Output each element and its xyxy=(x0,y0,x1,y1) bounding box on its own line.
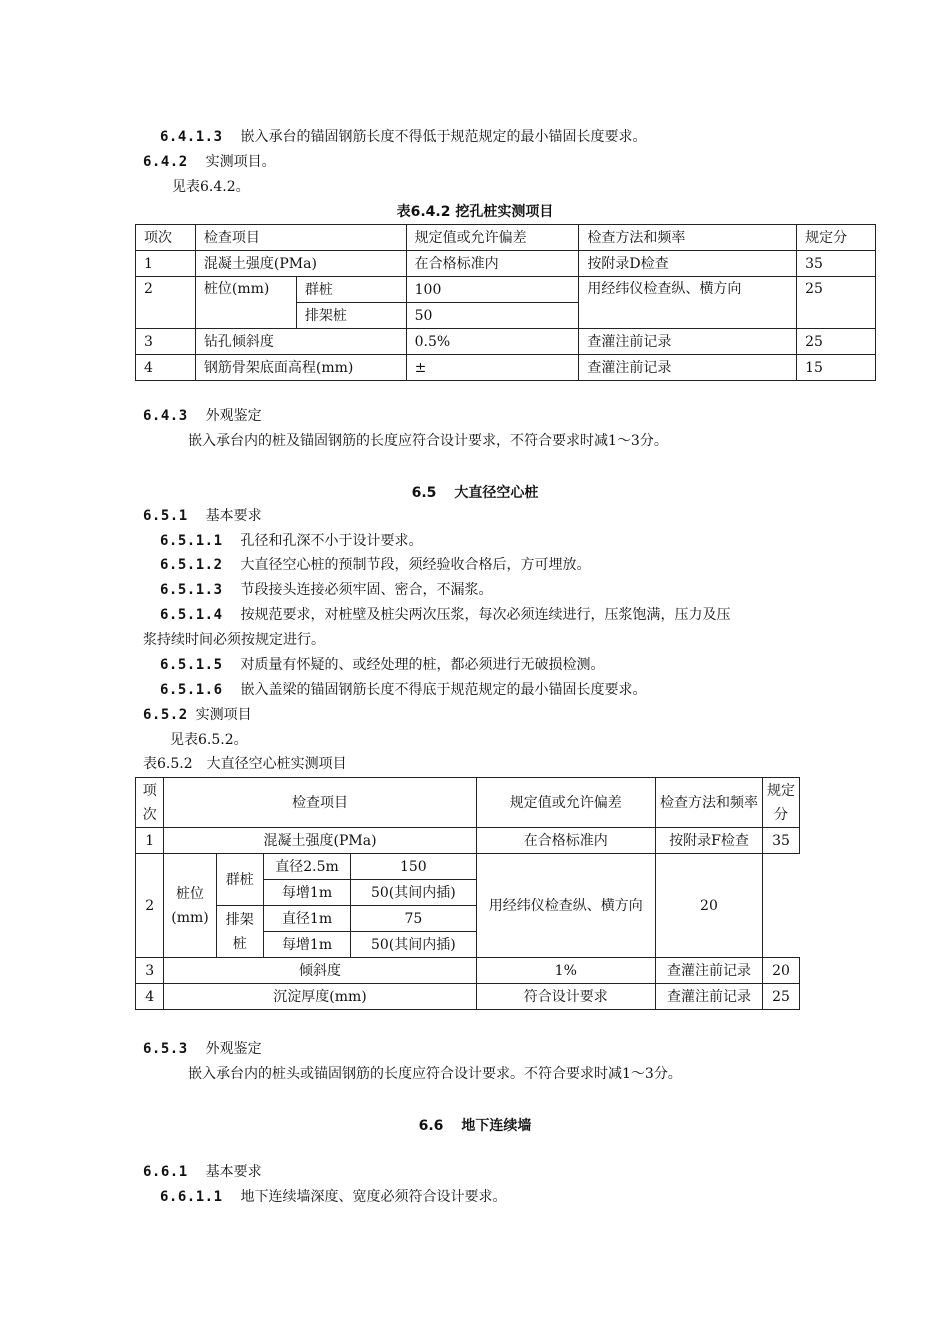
table-cell: 查灌注前记录 xyxy=(579,329,797,355)
table-row xyxy=(136,251,876,277)
table-cell: 在合格标准内 xyxy=(406,251,579,277)
table-cell: 4 xyxy=(136,984,164,1010)
table-cell: 每增1m xyxy=(263,880,350,906)
clause-text: 孔径和孔深不小于设计要求。 xyxy=(240,533,423,549)
clause-6-6-1 xyxy=(143,1163,262,1181)
table-cell: 150 xyxy=(351,854,477,880)
clause-6-5-1-4-continued: 浆持续时间必须按规定进行。 xyxy=(143,632,325,648)
clause-number: 6.6.1 xyxy=(143,1164,188,1180)
table-cell: 25 xyxy=(763,984,800,1010)
clause-number: 6.4.3 xyxy=(143,408,188,424)
cell-text: 桩位 xyxy=(176,885,205,902)
table-cell: 25 xyxy=(797,277,876,329)
clause-text: 实测项目。 xyxy=(205,154,276,170)
clause-6-4-3 xyxy=(143,407,262,425)
clause-6-5-1-5 xyxy=(160,656,605,674)
table-cell: 25 xyxy=(797,329,876,355)
clause-6-5-1-6 xyxy=(160,681,647,699)
table-cell: 直径2.5m xyxy=(263,854,350,880)
header-text: 分 xyxy=(774,806,788,823)
clause-text: 地下连续墙深度、宽度必须符合设计要求。 xyxy=(240,1189,507,1205)
table-cell: 查灌注前记录 xyxy=(655,984,762,1010)
table-cell-row-pile xyxy=(216,906,263,958)
table-cell: 用经纬仪检查纵、横方向 xyxy=(476,854,655,958)
clause-number: 6.4.1.3 xyxy=(160,129,223,145)
clause-text: 对质量有怀疑的、或经处理的桩，都必须进行无破损检测。 xyxy=(240,657,605,673)
table-cell: 直径1m xyxy=(263,906,350,932)
table-cell: 2 xyxy=(136,277,196,329)
table-row xyxy=(136,329,876,355)
clause-6-5-1-1 xyxy=(160,532,423,550)
table-cell: 1 xyxy=(136,828,164,854)
clause-6-5-3 xyxy=(143,1040,262,1058)
table-cell: 20 xyxy=(655,854,762,958)
header-text: 项 xyxy=(142,782,157,799)
header-cell: 检查项目 xyxy=(195,225,406,251)
clause-text: 大直径空心桩的预制节段，须经验收合格后，方可埋放。 xyxy=(240,557,591,573)
table-header-row xyxy=(136,778,800,828)
table-cell: 沉淀厚度(mm) xyxy=(164,984,476,1010)
header-cell-score xyxy=(763,778,800,828)
clause-number: 6.5.1.1 xyxy=(160,533,223,549)
table-cell: 3 xyxy=(136,958,164,984)
table-row xyxy=(136,355,876,381)
header-cell: 检查项目 xyxy=(164,778,476,828)
cell-text: 排架 xyxy=(225,911,254,928)
clause-text: 嵌入盖梁的锚固钢筋长度不得底于规范规定的最小锚固长度要求。 xyxy=(240,682,647,698)
clause-number: 6.5.1.5 xyxy=(160,657,223,673)
clause-number: 6.5.1 xyxy=(143,508,188,524)
clause-6-6-1-1 xyxy=(160,1188,507,1206)
clause-number: 6.6.1.1 xyxy=(160,1189,223,1205)
table-cell: 用经纬仪检查纵、横方向 xyxy=(579,277,797,329)
clause-number: 6.5.1.4 xyxy=(160,607,223,623)
table-cell: 群桩 xyxy=(296,277,406,303)
table-cell: 50(其间内插) xyxy=(351,932,477,958)
paragraph-6-4-3: 嵌入承台内的桩及锚固钢筋的长度应符合设计要求，不符合要求时减1～3分。 xyxy=(188,433,668,449)
table-cell: 15 xyxy=(797,355,876,381)
table-cell: 0.5% xyxy=(406,329,579,355)
table-cell: 排架桩 xyxy=(296,303,406,329)
table-cell: 混凝土强度(PMa) xyxy=(164,828,476,854)
table-cell: 钢筋骨架底面高程(mm) xyxy=(195,355,406,381)
clause-text: 基本要求 xyxy=(205,508,262,524)
table-6-5-2-title: 表6.5.2 大直径空心桩实测项目 xyxy=(143,756,347,772)
clause-number: 6.5.3 xyxy=(143,1041,188,1057)
table-cell: 20 xyxy=(763,958,800,984)
header-text: 次 xyxy=(142,806,157,823)
clause-6-5-1-4 xyxy=(160,606,731,624)
heading-number: 6.5 xyxy=(411,485,437,501)
table-cell: 50 xyxy=(406,303,579,329)
section-heading-6-6 xyxy=(0,1115,950,1135)
table-row xyxy=(136,277,876,303)
table-cell: 35 xyxy=(797,251,876,277)
clause-6-5-1 xyxy=(143,507,262,525)
table-cell: 查灌注前记录 xyxy=(655,958,762,984)
see-table-6-5-2: 见表6.5.2。 xyxy=(170,732,248,748)
table-cell-position xyxy=(164,854,216,958)
table-6-4-2-title: 表6.4.2 挖孔桩实测项目 xyxy=(396,204,554,220)
clause-text: 实测项目 xyxy=(195,707,252,723)
clause-text: 嵌入承台的锚固钢筋长度不得低于规范规定的最小锚固长度要求。 xyxy=(240,129,647,145)
table-cell: 100 xyxy=(406,277,579,303)
table-cell: 2 xyxy=(136,854,164,958)
header-cell: 检查方法和频率 xyxy=(579,225,797,251)
table-cell: 群桩 xyxy=(216,854,263,906)
table-row xyxy=(136,984,800,1010)
cell-text: 桩 xyxy=(232,935,247,952)
table-cell: 查灌注前记录 xyxy=(579,355,797,381)
clause-text: 按规范要求，对桩壁及桩尖两次压浆，每次必须连续进行，压浆饱满，压力及压 xyxy=(240,607,731,623)
table-cell: 3 xyxy=(136,329,196,355)
heading-number: 6.6 xyxy=(418,1118,444,1134)
table-row xyxy=(136,854,800,880)
table-cell: 每增1m xyxy=(263,932,350,958)
clause-number: 6.5.1.2 xyxy=(160,557,223,573)
table-6-4-2 xyxy=(135,224,876,381)
table-cell: 4 xyxy=(136,355,196,381)
table-cell: 按附录F检查 xyxy=(655,828,762,854)
header-text: 规定 xyxy=(767,782,795,799)
table-cell: 倾斜度 xyxy=(164,958,476,984)
clause-6-4-2 xyxy=(143,153,276,171)
clause-number: 6.5.1.6 xyxy=(160,682,223,698)
header-cell: 规定分 xyxy=(797,225,876,251)
paragraph-6-5-3: 嵌入承台内的桩头或锚固钢筋的长度应符合设计要求。不符合要求时减1～3分。 xyxy=(188,1066,682,1082)
table-row xyxy=(136,958,800,984)
clause-text: 外观鉴定 xyxy=(205,408,262,424)
clause-6-4-1-3 xyxy=(160,128,647,146)
header-cell-no xyxy=(136,778,164,828)
clause-number: 6.5.1.3 xyxy=(160,582,223,598)
table-cell: 桩位(mm) xyxy=(195,277,296,329)
table-cell: 1% xyxy=(476,958,655,984)
heading-text: 大直径空心桩 xyxy=(454,485,539,501)
table-header-row xyxy=(136,225,876,251)
see-table-6-4-2: 见表6.4.2。 xyxy=(172,179,250,195)
table-cell: 75 xyxy=(351,906,477,932)
cell-text: (mm) xyxy=(171,909,209,926)
header-cell: 项次 xyxy=(136,225,196,251)
clause-text: 节段接头连接必须牢固、密合，不漏浆。 xyxy=(240,582,493,598)
clause-text: 基本要求 xyxy=(205,1164,262,1180)
table-row xyxy=(136,828,800,854)
table-cell: 按附录D检查 xyxy=(579,251,797,277)
table-6-5-2 xyxy=(135,777,800,1010)
table-cell: 35 xyxy=(763,828,800,854)
header-cell: 检查方法和频率 xyxy=(655,778,762,828)
table-cell: 50(其间内插) xyxy=(351,880,477,906)
clause-number: 6.5.2 xyxy=(143,707,188,723)
clause-text: 外观鉴定 xyxy=(205,1041,262,1057)
clause-6-5-1-2 xyxy=(160,556,591,574)
heading-text: 地下连续墙 xyxy=(461,1118,532,1134)
table-cell: 钻孔倾斜度 xyxy=(195,329,406,355)
clause-6-5-1-3 xyxy=(160,581,493,599)
table-cell: 1 xyxy=(136,251,196,277)
table-cell: 混凝土强度(PMa) xyxy=(195,251,406,277)
clause-number: 6.4.2 xyxy=(143,154,188,170)
table-cell: ± xyxy=(406,355,579,381)
header-cell: 规定值或允许偏差 xyxy=(476,778,655,828)
header-cell: 规定值或允许偏差 xyxy=(406,225,579,251)
table-cell: 在合格标准内 xyxy=(476,828,655,854)
clause-6-5-2 xyxy=(143,706,252,724)
section-heading-6-5 xyxy=(0,482,950,502)
table-cell: 符合设计要求 xyxy=(476,984,655,1010)
